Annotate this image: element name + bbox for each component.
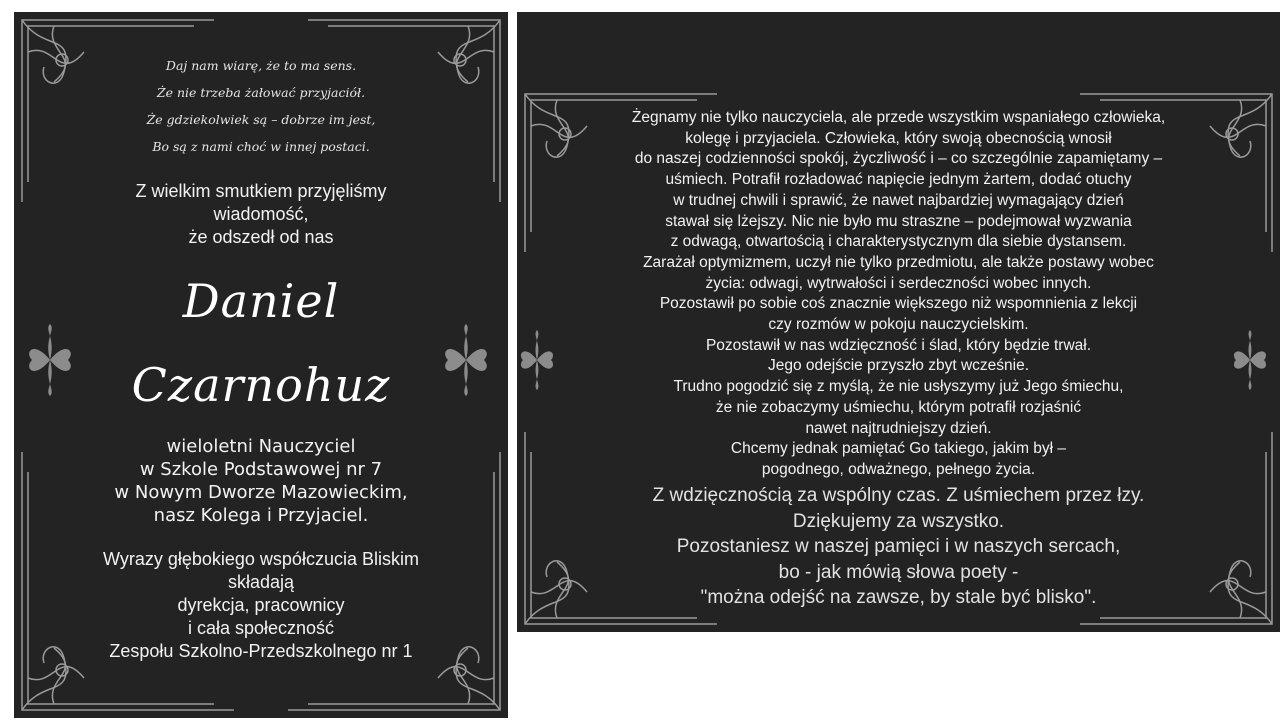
tribute-line: Jego odejście przyszło zbyt wcześnie. xyxy=(767,357,1030,375)
poem-line: Że nie trzeba żałować przyjaciół. xyxy=(156,85,366,100)
first-name: Daniel xyxy=(182,274,340,328)
tribute-line: Pozostawił w nas wdzięczność i ślad, który będzie trwał. xyxy=(705,336,1092,354)
poem-line: Bo są z nami choć w innej postaci. xyxy=(152,139,370,154)
tribute-line: Żegnamy nie tylko nauczyciela, ale przede wszystkim wspaniałego człowieka, xyxy=(631,109,1166,126)
tribute-line: stawał się lżejszy. Nic nie było mu straszne – podejmował wyzwania xyxy=(665,212,1132,230)
closing-line: Pozostaniesz w naszej pamięci i w naszych sercach, xyxy=(676,536,1121,557)
tribute-line: pogodnego, odważnego, pełnego życia. xyxy=(761,460,1036,478)
tribute-line: do naszej codzienności spokój, życzliwość i – co szczególnie zapamiętamy – xyxy=(634,150,1163,168)
tribute-text xyxy=(517,108,1280,481)
condolences-text xyxy=(14,548,508,663)
closing-text xyxy=(517,483,1280,611)
tribute-line: Zarażał optymizmem, uczył nie tylko przedmiotu, ale także postawy wobec xyxy=(643,253,1154,271)
role-line: nasz Kolega i Przyjaciel. xyxy=(153,505,369,526)
role-text xyxy=(14,435,508,527)
role-line: w Nowym Dworze Mazowieckim, xyxy=(114,482,408,503)
intro-line: Z wielkim smutkiem przyjęliśmy xyxy=(135,181,387,201)
tribute-line: w trudnej chwili i sprawić, że nawet najbardziej wymagający dzień xyxy=(673,191,1124,209)
role-line: wieloletni Nauczyciel xyxy=(166,436,356,457)
tribute-line: Chcemy jednak pamiętać Go takiego, jakim był – xyxy=(730,440,1067,458)
role-line: w Szkole Podstawowej nr 7 xyxy=(139,459,383,480)
tribute-line: że nie zobaczymy uśmiechu, którym potrafił rozjaśnić xyxy=(715,398,1082,416)
intro-line: że odszedł od nas xyxy=(188,227,334,247)
condolences-line: dyrekcja, pracownicy xyxy=(177,595,345,615)
tribute-line: kolegę i przyjaciela. Człowieka, który swoją obecnością wnosił xyxy=(685,129,1112,147)
tribute-line: Trudno pogodzić się z myślą, że nie usłyszymy już Jego śmiechu, xyxy=(673,378,1124,396)
closing-line: Z wdzięcznością za wspólny czas. Z uśmiechem przez łzy. xyxy=(652,485,1145,506)
tribute-line: uśmiech. Potrafił rozładować napięcie jednym żartem, dodać otuchy xyxy=(665,171,1132,189)
condolences-line: Wyrazy głębokiego współczucia Bliskim xyxy=(103,549,419,569)
tribute-line: czy rozmów w pokoju nauczycielskim. xyxy=(768,316,1029,334)
condolences-line: składają xyxy=(227,572,295,592)
tribute-line: Pozostawił po sobie coś znacznie większego niż wspomnienia z lekcji xyxy=(659,295,1138,313)
left-panel xyxy=(14,12,508,718)
closing-line: bo - jak mówią słowa poety - xyxy=(778,561,1019,583)
closing-line: "można odejść na zawsze, by stale być blisko". xyxy=(700,587,1097,608)
tribute-line: nawet najtrudniejszy dzień. xyxy=(805,419,992,437)
last-name: Czarnohuz xyxy=(131,358,391,412)
condolences-line: Zespołu Szkolno-Przedszkolnego nr 1 xyxy=(109,641,413,661)
intro-line: wiadomość, xyxy=(213,204,309,224)
condolences-line: i cała społeczność xyxy=(187,618,335,638)
poem xyxy=(14,52,508,160)
closing-line: Dziękujemy za wszystko. xyxy=(792,510,1005,532)
right-panel xyxy=(517,12,1280,632)
poem-line: Daj nam wiarę, że to ma sens. xyxy=(165,58,357,73)
intro-text xyxy=(14,180,508,249)
tribute-line: życia: odwagi, wytrwałości i serdeczności wobec innych. xyxy=(705,274,1092,292)
poem-line: Że gdziekolwiek są – dobrze im jest, xyxy=(146,112,376,127)
tribute-line: z odwagą, otwartością i charakterystycznym dla siebie dystansem. xyxy=(670,233,1127,251)
